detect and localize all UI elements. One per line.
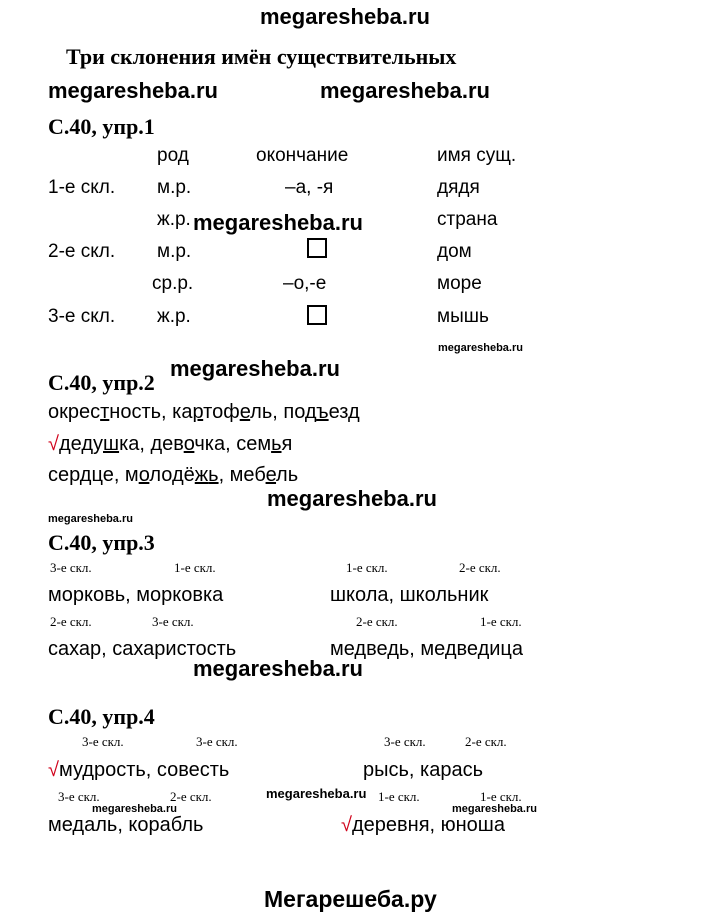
- check-mark: √: [341, 814, 352, 836]
- exercise-3-line-1-left: морковь, морковка: [48, 584, 224, 606]
- table-cell-declension: 3-е скл.: [48, 306, 116, 327]
- exercise-3-heading: С.40, упр.3: [48, 530, 155, 555]
- exercise-1-heading: С.40, упр.1: [48, 114, 155, 139]
- table-cell-ending: –а, -я: [285, 177, 334, 198]
- watermark: megaresheba.ru: [320, 78, 490, 103]
- exercise-2-line-1: окрестность, картофель, подъезд: [48, 401, 360, 423]
- table-header-noun: имя сущ.: [437, 145, 517, 166]
- table-cell-gender: м.р.: [157, 177, 192, 198]
- table-header-ending: окончание: [256, 145, 349, 166]
- declension-note: 3-е скл.: [152, 614, 194, 629]
- declension-note: 2-е скл.: [356, 614, 398, 629]
- exercise-2-line-3: сердце, молодёжь, мебель: [48, 464, 299, 486]
- declension-note: 2-е скл.: [170, 789, 212, 804]
- table-cell-declension: 2-е скл.: [48, 241, 116, 262]
- table-header-gender: род: [157, 145, 189, 166]
- exercise-3-line-2-right: медведь, медведица: [330, 638, 523, 660]
- watermark: megaresheba.ru: [92, 803, 177, 815]
- check-mark: √: [48, 759, 59, 781]
- table-cell-noun: дядя: [437, 177, 480, 198]
- exercise-2-heading: С.40, упр.2: [48, 370, 155, 395]
- declension-note: 2-е скл.: [465, 734, 507, 749]
- table-cell-gender: ж.р.: [157, 209, 191, 230]
- exercise-2-line-2: √дедушка, девочка, семья: [48, 433, 293, 455]
- exercise-4-line-2-left: медаль, корабль: [48, 814, 204, 836]
- watermark: megaresheba.ru: [193, 210, 363, 235]
- table-cell-ending: –о,-е: [283, 273, 327, 294]
- declension-note: 3-е скл.: [50, 560, 92, 575]
- exercise-3-line-1-right: школа, школьник: [330, 584, 489, 606]
- table-cell-noun: море: [437, 273, 482, 294]
- table-cell-noun: страна: [437, 209, 498, 230]
- table-cell-noun: мышь: [437, 306, 489, 327]
- exercise-3-line-2-left: сахар, сахаристость: [48, 638, 237, 660]
- watermark: megaresheba.ru: [48, 78, 218, 103]
- table-cell-gender: ср.р.: [152, 273, 194, 294]
- watermark: megaresheba.ru: [170, 356, 340, 381]
- declension-note: 1-е скл.: [346, 560, 388, 575]
- declension-note: 1-е скл.: [480, 789, 522, 804]
- watermark: megaresheba.ru: [438, 342, 523, 354]
- table-cell-noun: дом: [437, 241, 472, 262]
- declension-note: 1-е скл.: [378, 789, 420, 804]
- declension-note: 3-е скл.: [196, 734, 238, 749]
- page-title: Три склонения имён существительных: [66, 44, 457, 69]
- declension-note: 1-е скл.: [480, 614, 522, 629]
- table-cell-gender: ж.р.: [157, 306, 191, 327]
- declension-note: 3-е скл.: [58, 789, 100, 804]
- watermark: megaresheba.ru: [266, 786, 367, 801]
- table-cell-declension: 1-е скл.: [48, 177, 116, 198]
- exercise-4-line-1-right: рысь, карась: [363, 759, 484, 781]
- empty-ending-box: [307, 238, 327, 263]
- declension-note: 2-е скл.: [50, 614, 92, 629]
- declension-note: 1-е скл.: [174, 560, 216, 575]
- watermark: megaresheba.ru: [48, 513, 133, 525]
- empty-ending-box: [307, 305, 327, 330]
- declension-note: 3-е скл.: [384, 734, 426, 749]
- watermark: megaresheba.ru: [267, 486, 437, 511]
- watermark: megaresheba.ru: [452, 803, 537, 815]
- exercise-4-line-2-right: √деревня, юноша: [341, 814, 505, 836]
- declension-note: 3-е скл.: [82, 734, 124, 749]
- watermark: megaresheba.ru: [193, 656, 363, 681]
- check-mark: √: [48, 433, 59, 455]
- exercise-4-heading: С.40, упр.4: [48, 704, 155, 729]
- declension-note: 2-е скл.: [459, 560, 501, 575]
- footer-watermark: Мегарешеба.ру: [264, 886, 437, 912]
- exercise-4-line-1-left: √мудрость, совесть: [48, 759, 230, 781]
- table-cell-gender: м.р.: [157, 241, 192, 262]
- watermark-top: megaresheba.ru: [260, 4, 430, 29]
